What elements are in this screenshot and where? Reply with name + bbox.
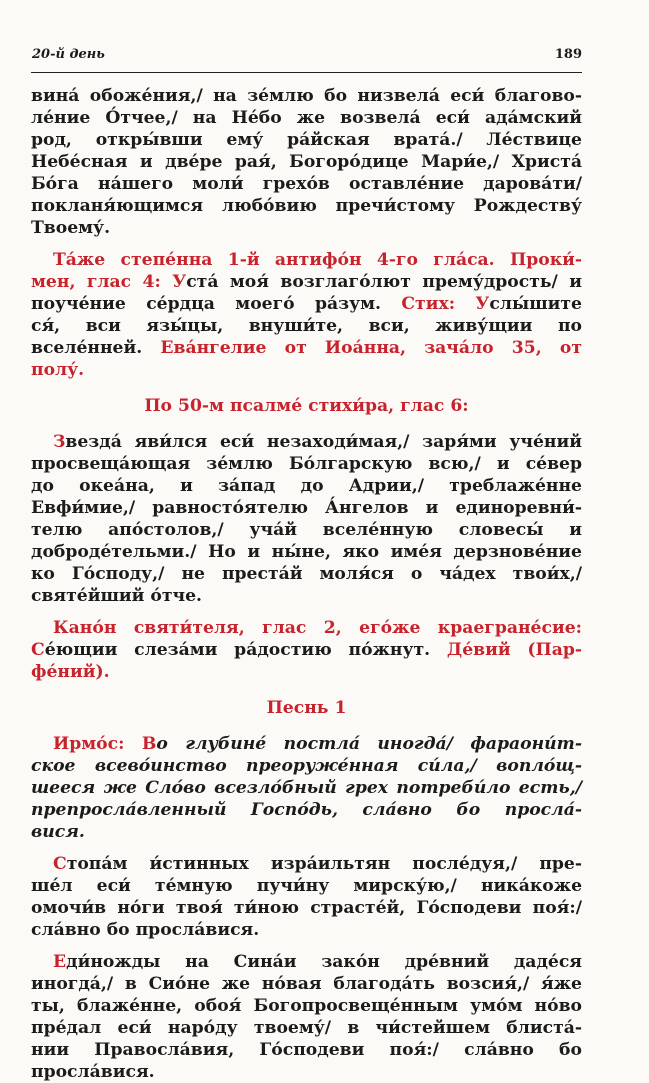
body-text: везда́ яви́лся еси́ незаходи́мая,/ заря́ми уче́ний <box>65 432 582 452</box>
text-line <box>31 453 582 475</box>
text-line <box>31 853 582 875</box>
text-line <box>31 519 582 541</box>
paragraph <box>31 853 582 941</box>
body-text: иногда́,/ в Сио́не же но́вая благода́ть возсия́,/ я́же <box>31 974 582 994</box>
rubric-text: Де́вий (Пар- <box>446 640 582 660</box>
header-rule <box>31 72 582 73</box>
body-text: ко Го́споду,/ не преста́й моля́ся о ча́дех твои́х,/ <box>31 564 582 584</box>
body-text: омочи́в но́ги твоя́ ти́ною страсте́й, Го́сподеви поя́:/ <box>31 898 582 918</box>
text-line <box>31 799 582 821</box>
body-text: до океа́на, и за́пад до Адрии,/ треблаже́нне <box>31 476 582 496</box>
paragraph-gap <box>31 941 582 951</box>
paragraph <box>31 733 582 843</box>
rubric-text: Та́же степе́нна 1-й антифо́н 4-го гла́са. Проки́- <box>53 250 582 270</box>
text-line <box>31 1061 582 1083</box>
body-text: род, откры́вши ему́ ра́йская врата́./ Ле́ствице <box>31 130 582 150</box>
body-text: ше́л еси́ те́мную пучи́ну мирску́ю,/ ника́коже <box>31 876 582 896</box>
text-line <box>31 821 582 843</box>
text-line <box>31 777 582 799</box>
body-text: препросла́вленный Госпо́дь, сла́вно бо просла́- <box>31 800 582 820</box>
body-text: просла́вися. <box>31 1062 155 1082</box>
text-line <box>31 875 582 897</box>
text-line <box>31 337 582 359</box>
body-text: святе́йший о́тче. <box>31 586 203 606</box>
rubric-text: мен, глас 4: У <box>31 272 187 292</box>
body-text: покланя́ющимся любо́вию пречи́стому Рождеству́ <box>31 196 582 216</box>
body-text: Бо́га на́шего моли́ грехо́в оставле́ние дарова́ти/ <box>31 174 582 194</box>
text-line <box>31 897 582 919</box>
text-line <box>31 431 582 453</box>
text-line <box>31 639 582 661</box>
body-text: Твоему́. <box>31 218 111 238</box>
rubric-text: С <box>53 854 67 874</box>
text-line <box>31 919 582 941</box>
body-text: вселе́нней. <box>31 338 161 358</box>
text-line <box>31 585 582 607</box>
rubric-text: Ирмо́с: В <box>53 734 157 754</box>
text-line <box>31 173 582 195</box>
text-line <box>31 973 582 995</box>
text-line <box>31 951 582 973</box>
body-text: просвеща́ющая зе́млю Бо́лгарскую всю,/ и се́вер <box>31 454 582 474</box>
rubric-text: Песнь 1 <box>266 698 347 718</box>
text-line <box>31 359 582 381</box>
paragraph-gap <box>31 683 582 697</box>
rubric-text: Кано́н святи́теля, глас 2, его́же краегране́сие: <box>53 618 582 638</box>
body-text: нии Правосла́вия, Го́сподеви поя́:/ сла́вно бо <box>31 1040 582 1060</box>
text-line <box>31 995 582 1017</box>
rubric-text: фе́ний). <box>31 662 110 682</box>
text-line <box>31 755 582 777</box>
rubric-text: С <box>31 640 45 660</box>
text-line <box>31 107 582 129</box>
body-text: Небе́сная и две́ре рая́, Богоро́дице Мари́е,/ Христа́ <box>31 152 582 172</box>
text-line <box>31 395 582 417</box>
running-header <box>31 44 582 66</box>
paragraph-gap <box>31 381 582 395</box>
body-text: сла́вно бо просла́вися. <box>31 920 260 940</box>
body-text: ле́ние О́тчее,/ на Не́бо же возвела́ еси́ ада́мский <box>31 108 582 128</box>
paragraph <box>31 951 582 1083</box>
text-line <box>31 151 582 173</box>
text-body <box>31 85 582 1083</box>
body-text: ты, блаже́нне, обоя́ Богопросвеще́нным умо́м но́во <box>31 996 582 1016</box>
section-heading <box>31 395 582 417</box>
body-text: вися. <box>31 822 85 842</box>
text-line <box>31 85 582 107</box>
paragraph-gap <box>31 239 582 249</box>
text-line <box>31 541 582 563</box>
paragraph-gap <box>31 607 582 617</box>
body-text: телю апо́столов,/ уча́й вселе́нную словесы́ и <box>31 520 582 540</box>
paragraph-gap <box>31 417 582 431</box>
text-line <box>31 217 582 239</box>
body-text: Евфи́мие,/ равносто́ятелю А́нгелов и единоревни́- <box>31 498 582 518</box>
body-text: ста́ моя́ возглаго́лют прему́дрость/ и <box>186 272 582 292</box>
text-line <box>31 475 582 497</box>
body-text: ское всево́инство преоруже́нная си́ла,/ вопло́щ- <box>31 756 582 776</box>
paragraph <box>31 431 582 607</box>
text-line <box>31 497 582 519</box>
body-text: ди́ножды на Сина́и зако́н дре́вний даде́ся <box>66 952 582 972</box>
text-line <box>31 315 582 337</box>
rubric-text: По 50-м псалме́ стихи́ра, глас 6: <box>144 396 469 416</box>
body-text: ся́, вси язы́цы, внуши́те, вси, живу́щии по <box>31 316 582 336</box>
body-text: слы́шите <box>489 294 582 314</box>
body-text: топа́м и́стинных изра́ильтян после́дуя,/ пре- <box>66 854 582 874</box>
text-line <box>31 563 582 585</box>
paragraph <box>31 85 582 239</box>
paragraph-gap <box>31 843 582 853</box>
text-line <box>31 661 582 683</box>
text-line <box>31 1017 582 1039</box>
rubric-text: З <box>53 432 66 452</box>
paragraph <box>31 617 582 683</box>
body-text: вина́ обоже́ния,/ на зе́млю бо низвела́ еси́ благово- <box>31 86 582 106</box>
text-line <box>31 293 582 315</box>
page-header <box>31 44 582 66</box>
text-line <box>31 697 582 719</box>
text-line <box>31 249 582 271</box>
rubric-text: Е <box>53 952 67 972</box>
text-line <box>31 733 582 755</box>
text-line <box>31 1039 582 1061</box>
section-heading <box>31 697 582 719</box>
day-label: 20-й день <box>32 47 105 62</box>
paragraph-gap <box>31 719 582 733</box>
rubric-text: Ева́нгелие от Иоа́нна, зача́ло 35, от <box>160 338 582 358</box>
paragraph <box>31 249 582 381</box>
rubric-text: Стих: У <box>401 294 490 314</box>
text-line <box>31 129 582 151</box>
text-line <box>31 617 582 639</box>
body-text: поуче́ние се́рдца моего́ ра́зум. <box>31 294 402 314</box>
text-line <box>31 271 582 293</box>
page-number: 189 <box>554 47 582 62</box>
body-text: е́ющии слеза́ми ра́достию по́жнут. <box>44 640 447 660</box>
body-text: шееся же Сло́во всезло́бный грех потреби́ло есть,/ <box>31 778 582 798</box>
text-line <box>31 195 582 217</box>
rubric-text: полу́. <box>31 360 85 380</box>
body-text: пре́дал еси́ наро́ду твоему́/ в чи́стейшем блиста́- <box>31 1018 582 1038</box>
body-text: о глубине́ постла́ иногда́/ фараони́т- <box>156 734 582 754</box>
body-text: доброде́тельми./ Но и ны́не, яко име́я дерзнове́ние <box>31 542 582 562</box>
